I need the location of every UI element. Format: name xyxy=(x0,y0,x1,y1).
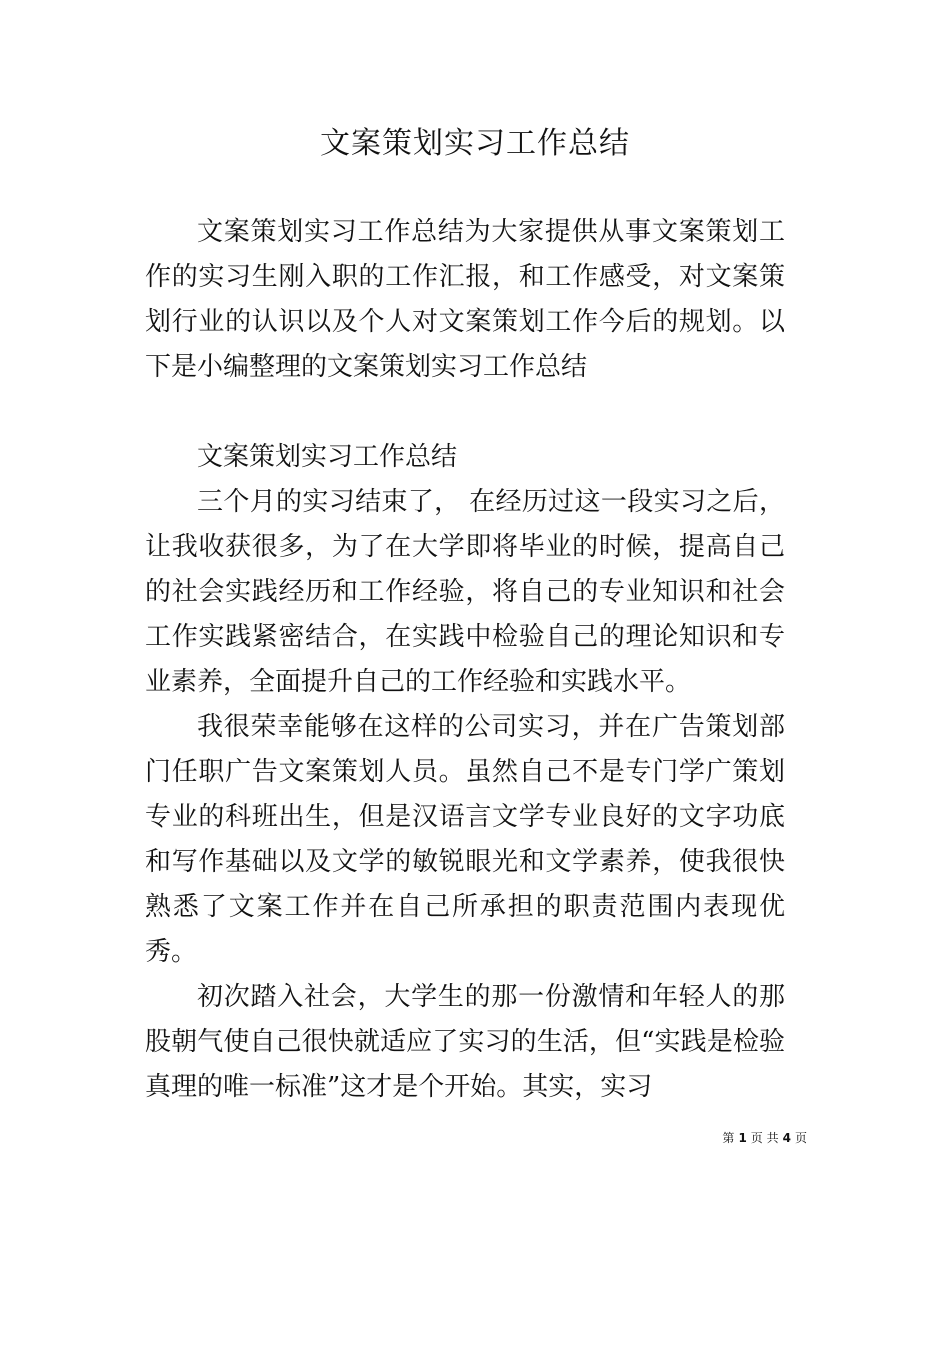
section-heading: 文案策划实习工作总结 xyxy=(197,442,458,472)
footer-middle: 页 共 xyxy=(750,1131,779,1145)
body-paragraph-3: 初次踏入社会，大学生的那一份激情和年轻人的那股朝气使自己很快就适应了实习的生活，但“实践是检验真理的唯一标准”这才是个开始。其实，实习 xyxy=(145,982,785,1102)
paragraph-spacer xyxy=(145,390,785,435)
document-body xyxy=(145,210,785,1110)
intro-paragraph: 文案策划实习工作总结为大家提供从事文案策划工作的实习生刚入职的工作汇报，和工作感受，对文案策划行业的认识以及个人对文案策划工作今后的规划。以下是小编整理的文案策划实习工作总结 xyxy=(145,217,785,382)
page-footer xyxy=(722,1130,807,1146)
footer-total-pages: 4 xyxy=(782,1131,791,1145)
body-paragraph-2: 我很荣幸能够在这样的公司实习，并在广告策划部门任职广告文案策划人员。虽然自己不是专门学广策划专业的科班出生，但是汉语言文学专业良好的文字功底和写作基础以及文学的敏锐眼光和文学素养，使我很快熟悉了文案工作并在自己所承担的职责范围内表现优秀。 xyxy=(145,712,785,967)
footer-page-number: 1 xyxy=(738,1131,747,1145)
document-title: 文案策划实习工作总结 xyxy=(320,126,630,161)
footer-prefix: 第 xyxy=(722,1131,735,1145)
body-paragraph-1: 三个月的实习结束了， 在经历过这一段实习之后，让我收获很多，为了在大学即将毕业的时候，提高自己的社会实践经历和工作经验，将自己的专业知识和社会工作实践紧密结合，在实践中检验自己的理论知识和专业素养，全面提升自己的工作经验和实践水平。 xyxy=(145,487,785,697)
footer-suffix: 页 xyxy=(794,1131,807,1145)
